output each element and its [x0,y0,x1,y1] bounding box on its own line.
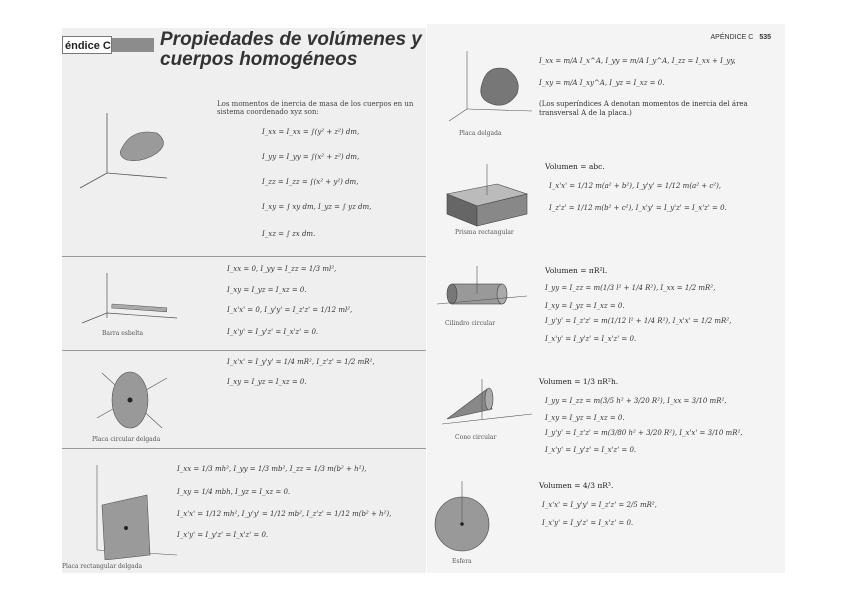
cylinder-eq-3: I_y'y' = I_z'z' = m(1/12 l² + 1/4 R²), I_x'x' = 1/2 mR², [545,317,732,325]
general-eq-2: I_yy = I_yy = ∫(x² + z²) dm, [262,153,360,161]
plate-eq-1: I_xx = m/A I_x^A, I_yy = m/A I_y^A, I_zz = I_xx + I_yy, [539,57,736,65]
cylinder-caption: Cilindro circular [445,320,496,327]
divider [62,256,426,257]
cone-eq-4: I_x'y' = I_y'z' = I_x'z' = 0. [545,446,637,454]
general-body-figure [72,108,182,198]
disk-caption: Placa circular delgada [92,436,161,443]
rect-plate-figure [72,460,182,560]
sphere-eq-2: I_x'y' = I_y'z' = I_x'z' = 0. [542,519,634,527]
cone-figure [437,379,537,439]
rod-caption: Barra esbelta [102,330,144,337]
general-eq-3: I_zz = I_zz = ∫(x² + y²) dm, [262,178,359,186]
general-eq-4: I_xy = ∫ xy dm, I_yz = ∫ yz dm, [262,203,372,211]
prism-volume: Volumen = abc. [545,162,605,171]
sphere-volume: Volumen = 4/3 πR³. [539,481,614,490]
rod-eq-1: I_xx = 0, I_yy = I_zz = 1/3 ml², [227,265,337,273]
title-line-2: cuerpos homogéneos [160,49,358,70]
cone-caption: Cono circular [455,434,497,441]
title-line-1: Propiedades de volúmenes y [160,29,422,50]
rect-plate-caption: Placa rectangular delgada [62,563,143,570]
rect-plate-eq-4: I_x'y' = I_y'z' = I_x'z' = 0. [177,531,269,539]
cone-eq-3: I_y'y' = I_z'z' = m(3/80 h² + 3/20 R²), I_x'x' = 3/10 mR², [545,429,743,437]
prism-caption: Prisma rectangular [455,229,514,236]
rod-figure [77,268,187,328]
cylinder-eq-1: I_yy = I_zz = m(1/3 l² + 1/4 R²), I_xx = 1/2 mR², [545,284,716,292]
disk-figure [87,358,177,438]
cone-eq-1: I_yy = I_zz = m(3/5 h² + 3/20 R²), I_xx = 3/10 mR², [545,397,727,405]
rect-plate-eq-2: I_xy = 1/4 mbh, I_yz = I_xz = 0. [177,488,291,496]
disk-eq-2: I_xy = I_yz = I_xz = 0. [227,378,307,386]
plate-eq-2: I_xy = m/A I_xy^A, I_yz = I_xz = 0. [539,79,665,87]
cone-eq-2: I_xy = I_yz = I_xz = 0. [545,414,625,422]
general-eq-1: I_xx = I_xx = ∫(y² + z²) dm, [262,128,360,136]
cone-volume: Volumen = 1/3 πR²h. [539,377,619,386]
plate-note: (Los superíndices A denotan momentos de inercia del área transversal A de la placa.) [539,100,748,117]
divider [62,350,426,351]
general-eq-5: I_xz = ∫ zx dm. [262,230,316,238]
rect-plate-eq-1: I_xx = 1/3 mh², I_yy = 1/3 mb², I_zz = 1/3 m(b² + h²), [177,465,367,473]
prism-eq-1: I_x'x' = 1/12 m(a² + b²), I_y'y' = 1/12 m(a² + c²), [549,182,722,190]
sphere-caption: Esfera [452,558,472,565]
sphere-eq-1: I_x'x' = I_y'y' = I_z'z' = 2/5 mR², [542,501,657,509]
disk-eq-1: I_x'x' = I_y'y' = 1/4 mR², I_z'z' = 1/2 mR², [227,358,375,366]
cylinder-eq-2: I_xy = I_yz = I_xz = 0. [545,302,625,310]
cylinder-volume: Volumen = πR²l. [545,266,608,275]
right-page [427,24,785,573]
rod-eq-4: I_x'y' = I_y'z' = I_x'z' = 0. [227,328,319,336]
thin-plate-caption: Placa delgada [459,130,502,137]
rod-eq-2: I_xy = I_yz = I_xz = 0. [227,286,307,294]
sphere-figure [432,479,492,559]
running-header [711,34,771,41]
cylinder-eq-4: I_x'y' = I_y'z' = I_x'z' = 0. [545,335,637,343]
left-page [62,28,426,573]
intro-text: Los momentos de inercia de masa de los cuerpos en un sistema coordenado xyz son: [217,100,414,116]
prism-figure [437,164,537,234]
rect-plate-eq-3: I_x'x' = 1/12 mh², I_y'y' = 1/12 mb², I_z'z' = 1/12 m(b² + h²), [177,510,392,518]
rod-eq-3: I_x'x' = 0, I_y'y' = I_z'z' = 1/12 ml², [227,306,353,314]
cylinder-figure [432,264,532,324]
running-header-label: APÉNDICE C [710,34,754,41]
chapter-title [160,30,422,70]
page-number: 535 [759,34,771,41]
thin-plate-figure [447,49,537,124]
appendix-tab: éndice C [62,36,112,54]
prism-eq-2: I_z'z' = 1/12 m(b² + c²), I_x'y' = I_y'z' = I_x'z' = 0. [549,204,727,212]
divider [62,448,426,449]
